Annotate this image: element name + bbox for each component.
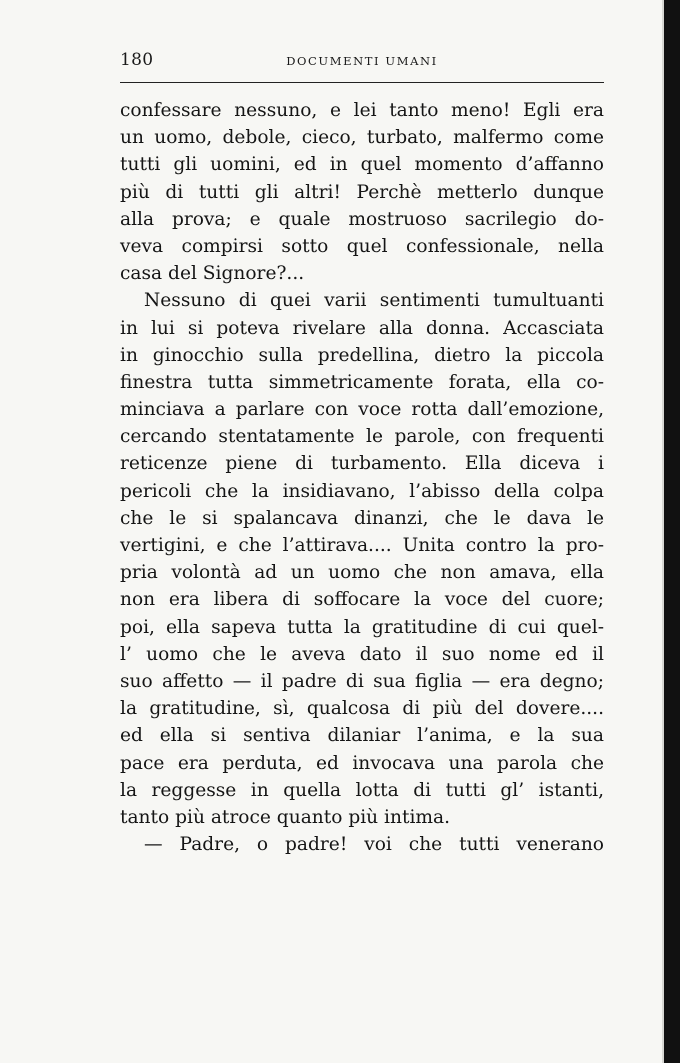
text-line: in ginocchio sulla predellina, dietro la piccola	[120, 344, 604, 366]
body-text	[120, 97, 604, 858]
text-line: veva compirsi sotto quel confessionale, nella	[120, 235, 604, 257]
text-line: finestra tutta simmetricamente forata, ella co-	[120, 371, 604, 393]
text-line: minciava a parlare con voce rotta dall’emozione,	[120, 399, 604, 421]
text-line: più di tutti gli altri! Perchè metterlo dunque	[120, 181, 604, 203]
text-line: poi, ella sapeva tutta la gratitudine di cui quel-	[120, 616, 604, 638]
page-edge	[664, 0, 680, 1063]
text-line: cercando stentatamente le parole, con frequenti	[120, 426, 604, 448]
text-line: la reggesse in quella lotta di tutti gl’ istanti,	[120, 779, 604, 801]
text-line: la gratitudine, sì, qualcosa di più del dovere....	[120, 698, 604, 720]
text-line: pace era perduta, ed invocava una parola che	[120, 752, 604, 774]
text-line: l’ uomo che le aveva dato il suo nome ed il	[120, 643, 604, 665]
text-line: tanto più atroce quanto più intima.	[120, 806, 451, 828]
text-line: Nessuno di quei varii sentimenti tumultuanti	[144, 290, 604, 312]
text-line: pericoli che la insidiavano, l’abisso della colpa	[120, 480, 604, 502]
text-line: in lui si poteva rivelare alla donna. Accasciata	[120, 317, 604, 339]
text-line: pria volontà ad un uomo che non amava, ella	[120, 562, 604, 584]
text-line: confessare nessuno, e lei tanto meno! Egli era	[120, 100, 604, 121]
page-header	[120, 50, 604, 74]
text-line: alla prova; e quale mostruoso sacrilegio do-	[120, 208, 604, 230]
header-rule	[120, 82, 604, 83]
text-line: vertigini, e che l’attirava.... Unita contro la pro-	[120, 535, 604, 556]
text-line: tutti gli uomini, ed in quel momento d’affanno	[120, 154, 604, 176]
text-line: che le si spalancava dinanzi, che le dava le	[120, 507, 604, 529]
text-line: non era libera di soffocare la voce del cuore;	[120, 589, 604, 611]
page-number: 180	[120, 50, 154, 70]
text-line: un uomo, debole, cieco, turbato, malfermo come	[120, 127, 604, 149]
text-line: reticenze piene di turbamento. Ella diceva i	[120, 453, 604, 475]
text-line: — Padre, o padre! voi che tutti venerano	[144, 834, 604, 856]
text-line: ed ella si sentiva dilaniar l’anima, e la sua	[120, 725, 604, 747]
text-line: suo affetto — il padre di sua figlia — era degno;	[120, 670, 604, 692]
text-line: casa del Signore?...	[120, 263, 305, 285]
running-title: DOCUMENTI UMANI	[286, 54, 438, 68]
